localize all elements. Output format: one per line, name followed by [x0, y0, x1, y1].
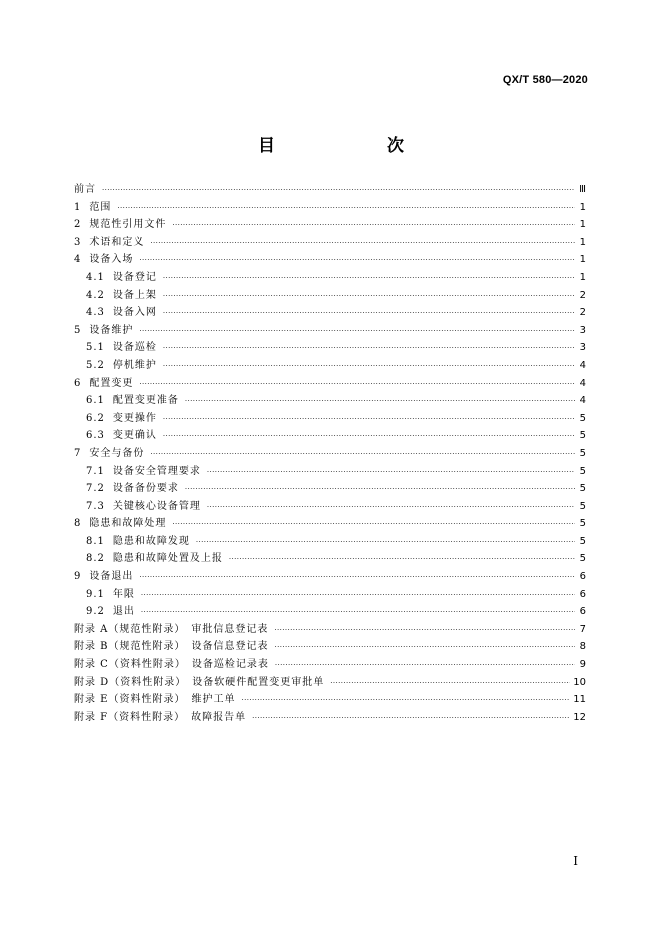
toc-leader-dots	[252, 710, 570, 728]
toc-entry-label: 规范性引用文件	[89, 219, 167, 231]
toc-entry[interactable]	[74, 691, 586, 709]
toc-entry-page: 1	[579, 271, 586, 283]
page-number: Ⅰ	[573, 854, 578, 868]
toc-entry-page: 3	[579, 324, 586, 336]
toc-entry-label: 变更确认	[112, 430, 157, 442]
toc-entry[interactable]	[74, 410, 586, 428]
toc-entry-page: 5	[579, 465, 586, 477]
toc-leader-dots	[172, 516, 575, 534]
toc-entry-number: 4.1	[86, 271, 105, 283]
toc-leader-dots	[150, 446, 575, 464]
toc-entry[interactable]	[74, 709, 586, 727]
toc-entry-label: 术语和定义	[89, 236, 145, 248]
toc-entry[interactable]	[74, 445, 586, 463]
toc-entry-page: 1	[579, 201, 586, 213]
toc-entry-label: 关键核心设备管理	[112, 500, 201, 512]
toc-entry[interactable]	[74, 656, 586, 674]
toc-entry-label: 退出	[112, 606, 135, 618]
toc-entry[interactable]	[74, 498, 586, 516]
toc-leader-dots	[172, 217, 575, 235]
toc-entry[interactable]	[74, 586, 586, 604]
toc-entry-page: 1	[579, 236, 586, 248]
toc-entry-label: 设备登记	[112, 271, 157, 283]
toc-leader-dots	[141, 587, 575, 605]
toc-entry-label: 附录 C（资料性附录） 设备巡检记录表	[74, 659, 269, 671]
toc-entry[interactable]	[74, 533, 586, 551]
toc-entry-number: 6.1	[86, 395, 105, 407]
table-of-contents	[74, 181, 586, 726]
toc-leader-dots	[163, 340, 575, 358]
toc-entry[interactable]	[74, 199, 586, 217]
toc-entry-number: 5.1	[86, 342, 105, 354]
toc-entry[interactable]	[74, 674, 586, 692]
toc-leader-dots	[275, 657, 575, 675]
toc-entry-page: 5	[579, 412, 586, 424]
toc-entry-number: 6.3	[86, 430, 105, 442]
toc-entry[interactable]	[74, 339, 586, 357]
toc-entry-page: 9	[579, 659, 586, 671]
toc-entry-number: 7.3	[86, 500, 105, 512]
toc-entry-page: 10	[573, 676, 586, 688]
toc-entry[interactable]	[74, 304, 586, 322]
toc-entry-number: 2	[74, 219, 82, 231]
toc-entry-label: 隐患和故障发现	[112, 535, 190, 547]
toc-entry-number: 6	[74, 377, 82, 389]
toc-entry-page: 3	[579, 342, 586, 354]
toc-entry[interactable]	[74, 621, 586, 639]
toc-leader-dots	[330, 675, 570, 693]
toc-entry-number: 1	[74, 201, 82, 213]
toc-entry-page: 5	[579, 500, 586, 512]
toc-entry-label: 附录 A（规范性附录） 审批信息登记表	[74, 623, 269, 635]
toc-entry-page: 6	[579, 606, 586, 618]
toc-entry-page: Ⅲ	[579, 184, 586, 195]
toc-entry-number: 9.2	[86, 606, 105, 618]
toc-entry-number: 9.1	[86, 588, 105, 600]
toc-leader-dots	[117, 200, 575, 218]
toc-entry-number: 7.2	[86, 483, 105, 495]
toc-entry[interactable]	[74, 550, 586, 568]
toc-entry-number: 8.2	[86, 553, 105, 565]
toc-entry[interactable]	[74, 269, 586, 287]
toc-entry-page: 2	[579, 307, 586, 319]
toc-entry-label: 变更操作	[112, 412, 157, 424]
toc-entry-number: 8.1	[86, 535, 105, 547]
toc-leader-dots	[185, 481, 575, 499]
toc-entry[interactable]	[74, 392, 586, 410]
toc-leader-dots	[139, 323, 575, 341]
toc-entry[interactable]	[74, 181, 586, 199]
toc-entry-page: 5	[579, 535, 586, 547]
toc-entry[interactable]	[74, 357, 586, 375]
toc-entry-page: 4	[579, 377, 586, 389]
toc-leader-dots	[163, 428, 575, 446]
toc-entry[interactable]	[74, 568, 586, 586]
toc-entry-label: 设备入场	[89, 254, 134, 266]
toc-leader-dots	[139, 252, 575, 270]
toc-entry-label: 配置变更准备	[112, 395, 179, 407]
toc-leader-dots	[207, 499, 575, 517]
toc-entry[interactable]	[74, 515, 586, 533]
toc-entry-label: 附录 B（规范性附录） 设备信息登记表	[74, 641, 269, 653]
toc-leader-dots	[274, 622, 575, 640]
toc-entry-number: 4	[74, 254, 82, 266]
toc-entry-number: 4.2	[86, 289, 105, 301]
toc-leader-dots	[207, 464, 575, 482]
toc-entry-label: 前言	[74, 184, 96, 195]
toc-entry-number: 7	[74, 447, 82, 459]
toc-entry[interactable]	[74, 287, 586, 305]
toc-entry-label: 配置变更	[89, 377, 134, 389]
toc-entry-label: 范围	[89, 201, 112, 213]
toc-entry-label: 隐患和故障处理	[89, 518, 167, 530]
toc-entry-number: 9	[74, 571, 82, 583]
toc-leader-dots	[139, 569, 575, 587]
toc-entry-label: 设备巡检	[112, 342, 157, 354]
toc-entry-page: 5	[579, 553, 586, 565]
toc-leader-dots	[275, 639, 575, 657]
standard-code: QX/T 580—2020	[502, 74, 588, 86]
toc-entry-page: 12	[573, 711, 586, 723]
toc-entry[interactable]	[74, 427, 586, 445]
toc-entry-page: 5	[579, 483, 586, 495]
toc-leader-dots	[163, 358, 575, 376]
toc-entry-label: 附录 F（资料性附录） 故障报告单	[74, 711, 247, 723]
toc-entry-label: 安全与备份	[89, 447, 145, 459]
toc-leader-dots	[185, 393, 575, 411]
toc-leader-dots	[102, 182, 575, 200]
toc-entry-label: 附录 D（资料性附录） 设备软硬件配置变更审批单	[74, 676, 325, 688]
toc-entry-number: 6.2	[86, 412, 105, 424]
toc-entry-page: 5	[579, 430, 586, 442]
toc-entry[interactable]	[74, 463, 586, 481]
toc-leader-dots	[229, 551, 575, 569]
toc-entry[interactable]	[74, 322, 586, 340]
toc-entry-label: 隐患和故障处置及上报	[112, 553, 223, 565]
toc-entry-label: 停机维护	[112, 359, 157, 371]
toc-entry-page: 11	[573, 694, 586, 706]
toc-entry[interactable]	[74, 375, 586, 393]
toc-entry-label: 设备维护	[89, 324, 134, 336]
toc-entry[interactable]	[74, 480, 586, 498]
toc-leader-dots	[196, 534, 575, 552]
toc-entry-page: 1	[579, 219, 586, 231]
toc-leader-dots	[163, 288, 575, 306]
toc-entry[interactable]	[74, 234, 586, 252]
toc-entry-page: 5	[579, 447, 586, 459]
toc-entry-number: 5	[74, 324, 82, 336]
toc-entry-page: 5	[579, 518, 586, 530]
toc-entry-page: 4	[579, 359, 586, 371]
toc-entry-label: 设备备份要求	[112, 483, 179, 495]
toc-entry-number: 3	[74, 236, 82, 248]
toc-entry-label: 设备入网	[112, 307, 157, 319]
toc-entry-number: 4.3	[86, 307, 105, 319]
toc-entry-label: 设备上架	[112, 289, 157, 301]
toc-entry-page: 7	[579, 623, 586, 635]
toc-entry-page: 6	[579, 571, 586, 583]
toc-leader-dots	[163, 411, 575, 429]
toc-entry-number: 8	[74, 518, 82, 530]
toc-leader-dots	[163, 305, 575, 323]
toc-entry-page: 6	[579, 588, 586, 600]
toc-entry[interactable]	[74, 216, 586, 234]
toc-leader-dots	[241, 692, 570, 710]
toc-entry-number: 5.2	[86, 359, 105, 371]
toc-entry-number: 7.1	[86, 465, 105, 477]
toc-entry-label: 设备退出	[89, 571, 134, 583]
toc-leader-dots	[163, 270, 575, 288]
toc-leader-dots	[150, 235, 575, 253]
toc-entry-page: 2	[579, 289, 586, 301]
toc-entry-page: 1	[579, 254, 586, 266]
toc-entry[interactable]	[74, 603, 586, 621]
toc-entry-page: 4	[579, 395, 586, 407]
toc-entry-label: 年限	[112, 588, 135, 600]
toc-entry-label: 设备安全管理要求	[112, 465, 201, 477]
toc-entry-page: 8	[579, 641, 586, 653]
toc-entry-label: 附录 E（资料性附录） 维护工单	[74, 694, 236, 706]
toc-title: 目 次	[258, 136, 430, 156]
toc-entry[interactable]	[74, 251, 586, 269]
toc-leader-dots	[141, 604, 575, 622]
toc-leader-dots	[139, 376, 575, 394]
toc-entry[interactable]	[74, 638, 586, 656]
